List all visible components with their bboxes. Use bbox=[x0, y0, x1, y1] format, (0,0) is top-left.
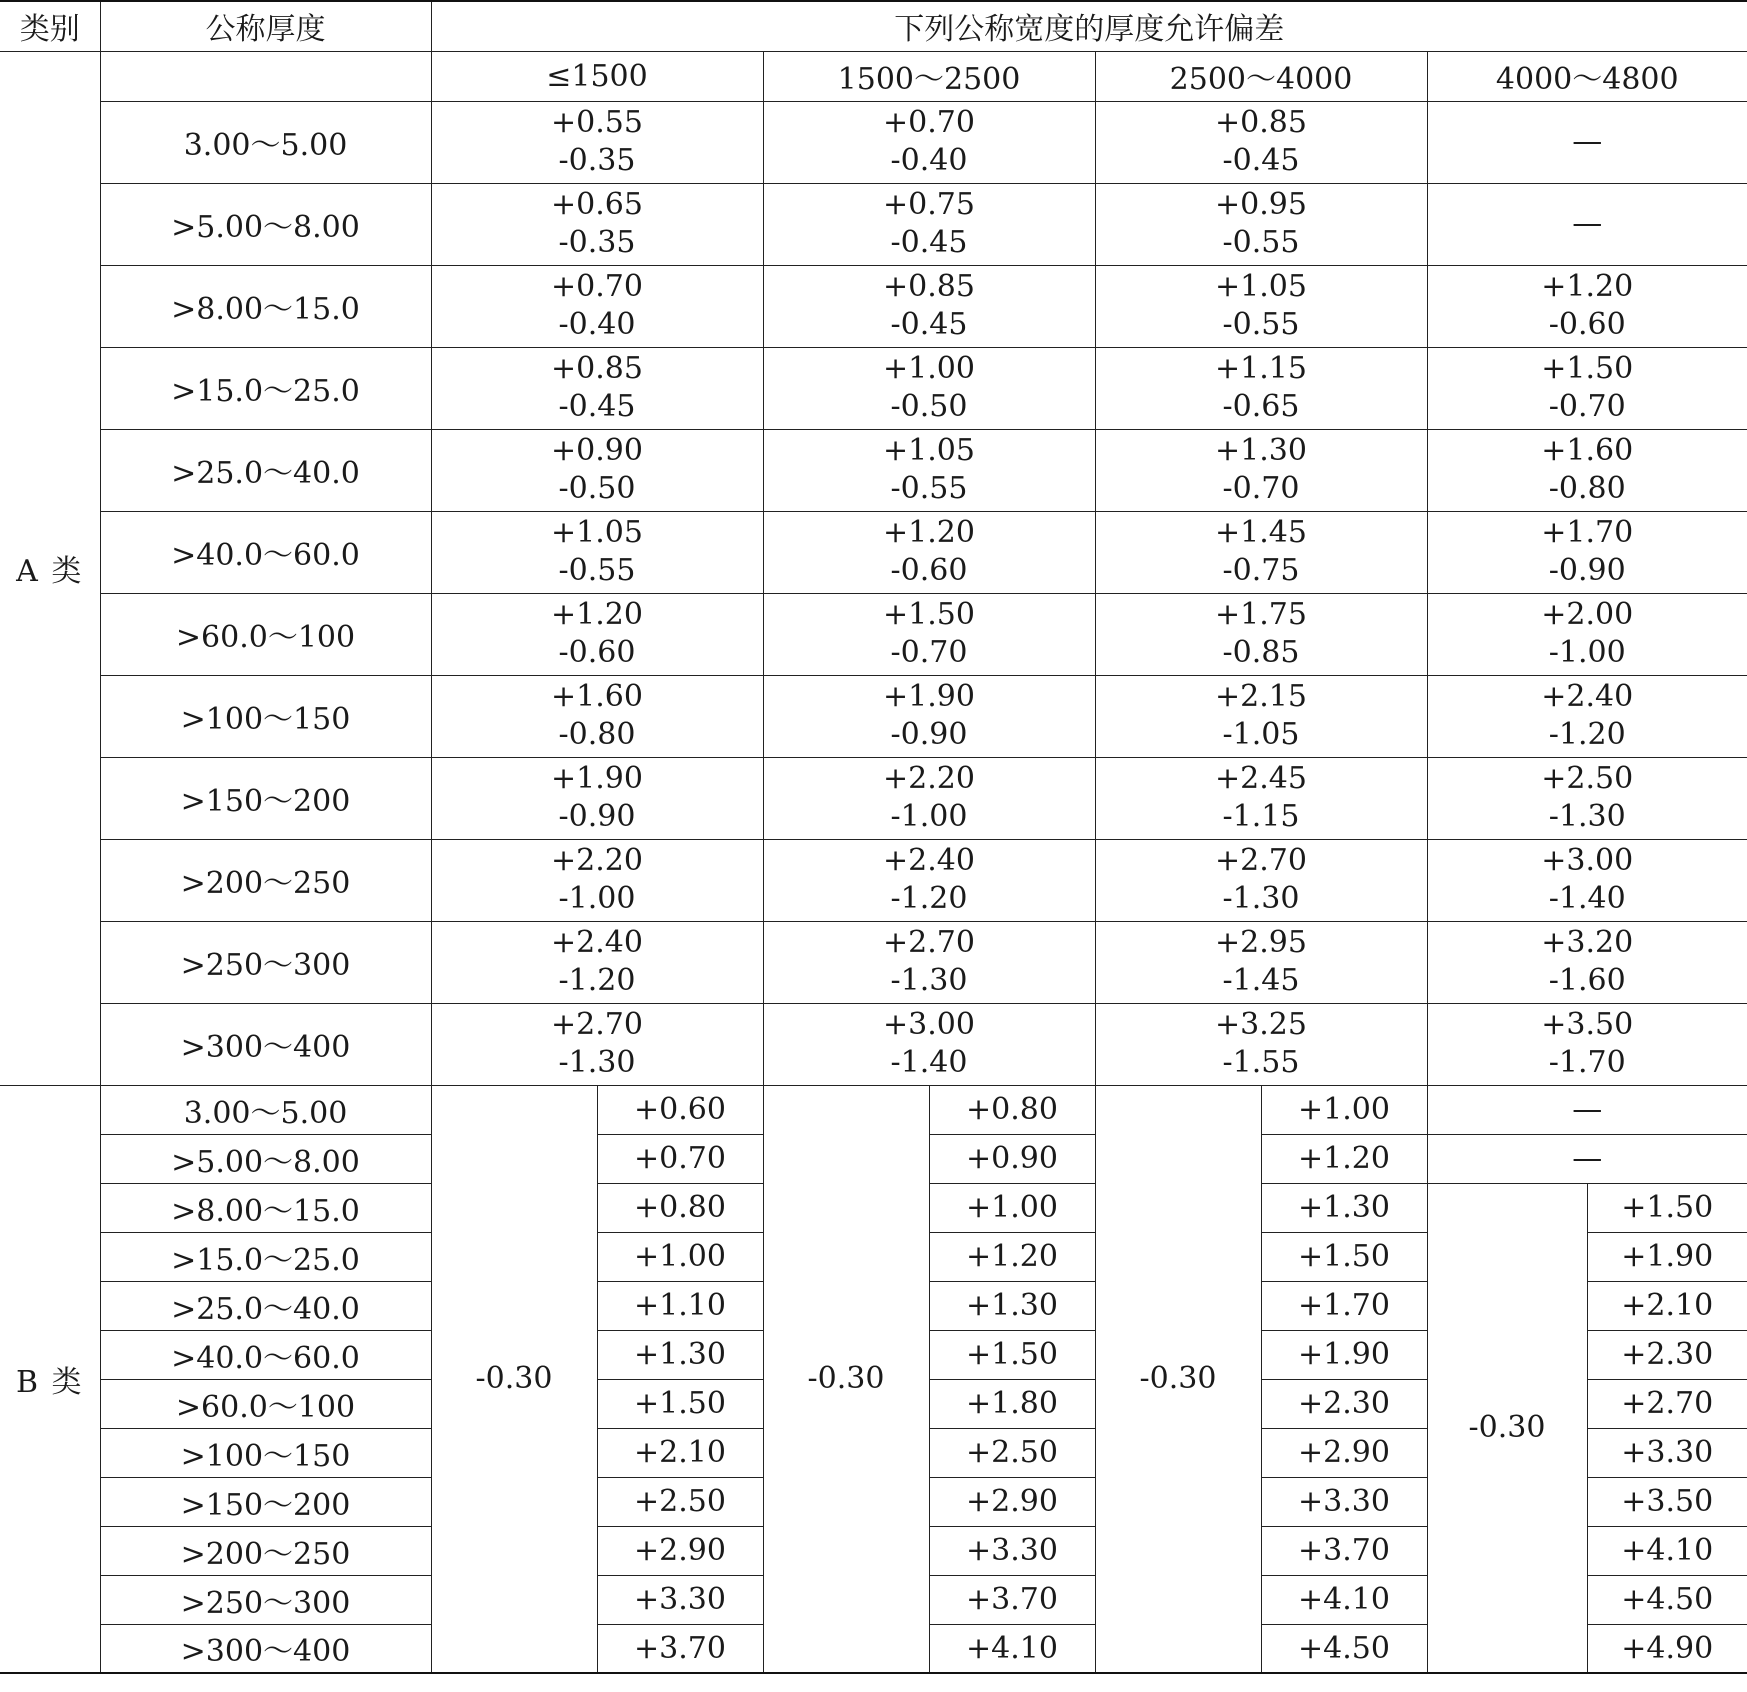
lower-tolerance-merged: -0.30 bbox=[1427, 1183, 1587, 1673]
upper-tolerance: +1.30 bbox=[1261, 1183, 1427, 1232]
tolerance-cell bbox=[1095, 429, 1427, 511]
tolerance-cell bbox=[763, 839, 1095, 921]
upper-tolerance: +1.00 bbox=[597, 1232, 763, 1281]
thickness-cell: >250～300 bbox=[100, 1575, 431, 1624]
lower-tolerance: -0.40 bbox=[890, 143, 968, 178]
header-tolerance-title: 下列公称宽度的厚度允许偏差 bbox=[431, 1, 1747, 51]
upper-tolerance: +0.80 bbox=[929, 1085, 1095, 1134]
thickness-cell: >60.0～100 bbox=[100, 593, 431, 675]
lower-tolerance: -0.55 bbox=[558, 553, 636, 588]
upper-tolerance: +2.00 bbox=[1541, 597, 1634, 632]
upper-tolerance: +0.85 bbox=[551, 351, 643, 386]
tolerance-cell bbox=[763, 1003, 1095, 1085]
upper-tolerance: +1.90 bbox=[551, 761, 643, 796]
tolerance-cell bbox=[763, 183, 1095, 265]
upper-tolerance: +2.50 bbox=[1541, 761, 1634, 796]
thickness-cell: >100～150 bbox=[100, 1428, 431, 1477]
lower-tolerance: -1.60 bbox=[1548, 963, 1626, 998]
tolerance-cell bbox=[431, 839, 763, 921]
lower-tolerance: -1.40 bbox=[890, 1045, 968, 1080]
thickness-cell: 3.00～5.00 bbox=[100, 1085, 431, 1134]
upper-tolerance: +0.90 bbox=[929, 1134, 1095, 1183]
upper-tolerance: +1.20 bbox=[1541, 269, 1634, 304]
table-row bbox=[0, 511, 1747, 593]
thickness-cell: >8.00～15.0 bbox=[100, 265, 431, 347]
lower-tolerance: -1.00 bbox=[558, 881, 636, 916]
lower-tolerance: -0.45 bbox=[890, 307, 968, 342]
table-row bbox=[0, 757, 1747, 839]
upper-tolerance: +1.10 bbox=[597, 1281, 763, 1330]
tolerance-cell bbox=[431, 265, 763, 347]
lower-tolerance: -0.60 bbox=[1548, 307, 1626, 342]
lower-tolerance: -0.80 bbox=[1548, 471, 1626, 506]
thickness-cell: >150～200 bbox=[100, 757, 431, 839]
upper-tolerance: +1.05 bbox=[551, 515, 643, 550]
tolerance-cell bbox=[763, 265, 1095, 347]
tolerance-cell bbox=[1095, 757, 1427, 839]
thickness-cell: >300～400 bbox=[100, 1624, 431, 1673]
upper-tolerance: +2.10 bbox=[1587, 1281, 1747, 1330]
tolerance-cell bbox=[1095, 921, 1427, 1003]
header-width-0: ≤1500 bbox=[431, 51, 763, 101]
tolerance-cell bbox=[1095, 101, 1427, 183]
lower-tolerance: -1.20 bbox=[890, 881, 968, 916]
lower-tolerance: -1.20 bbox=[1548, 717, 1626, 752]
upper-tolerance: +2.70 bbox=[1215, 843, 1307, 878]
upper-tolerance: +3.00 bbox=[1541, 843, 1634, 878]
table-row bbox=[0, 1003, 1747, 1085]
lower-tolerance: -0.80 bbox=[558, 717, 636, 752]
tolerance-cell bbox=[1095, 183, 1427, 265]
lower-tolerance: -1.55 bbox=[1222, 1045, 1300, 1080]
table-row bbox=[0, 593, 1747, 675]
lower-tolerance: -0.40 bbox=[558, 307, 636, 342]
upper-tolerance: +1.50 bbox=[1541, 351, 1634, 386]
header-width-2: 2500～4000 bbox=[1095, 51, 1427, 101]
upper-tolerance: +0.70 bbox=[883, 105, 975, 140]
upper-tolerance: +2.40 bbox=[551, 925, 643, 960]
lower-tolerance: -0.90 bbox=[558, 799, 636, 834]
dash-cell: — bbox=[1427, 1085, 1747, 1134]
tolerance-cell bbox=[431, 675, 763, 757]
upper-tolerance: +2.20 bbox=[551, 843, 643, 878]
lower-tolerance: -0.60 bbox=[558, 635, 636, 670]
upper-tolerance: +3.70 bbox=[1261, 1526, 1427, 1575]
lower-tolerance: -0.85 bbox=[1222, 635, 1300, 670]
upper-tolerance: — bbox=[1572, 124, 1603, 159]
lower-tolerance: -1.20 bbox=[558, 963, 636, 998]
upper-tolerance: +1.30 bbox=[597, 1330, 763, 1379]
upper-tolerance: +1.50 bbox=[1261, 1232, 1427, 1281]
lower-tolerance: -1.00 bbox=[1548, 635, 1626, 670]
upper-tolerance: +0.60 bbox=[597, 1085, 763, 1134]
class-a-label: A 类 bbox=[0, 51, 100, 1085]
lower-tolerance: -0.45 bbox=[558, 389, 636, 424]
header-empty-cell bbox=[100, 51, 431, 101]
upper-tolerance: +2.70 bbox=[551, 1007, 643, 1042]
upper-tolerance: — bbox=[1572, 206, 1603, 241]
tolerance-cell bbox=[431, 429, 763, 511]
thickness-cell: >15.0～25.0 bbox=[100, 1232, 431, 1281]
lower-tolerance: -1.30 bbox=[558, 1045, 636, 1080]
lower-tolerance: -1.40 bbox=[1548, 881, 1626, 916]
tolerance-cell bbox=[763, 429, 1095, 511]
dash-cell: — bbox=[1427, 1134, 1747, 1183]
lower-tolerance: -0.55 bbox=[1222, 307, 1300, 342]
lower-tolerance-merged: -0.30 bbox=[763, 1085, 929, 1673]
upper-tolerance: +0.70 bbox=[597, 1134, 763, 1183]
tolerance-cell bbox=[1427, 593, 1747, 675]
header-row-1 bbox=[0, 1, 1747, 51]
tolerance-cell bbox=[1427, 839, 1747, 921]
lower-tolerance-merged: -0.30 bbox=[431, 1085, 597, 1673]
tolerance-cell bbox=[1427, 511, 1747, 593]
table-row bbox=[0, 675, 1747, 757]
thickness-cell: >5.00～8.00 bbox=[100, 1134, 431, 1183]
upper-tolerance: +1.50 bbox=[1587, 1183, 1747, 1232]
upper-tolerance: +4.50 bbox=[1261, 1624, 1427, 1673]
header-width-3: 4000～4800 bbox=[1427, 51, 1747, 101]
tolerance-cell bbox=[1427, 757, 1747, 839]
table-row bbox=[0, 347, 1747, 429]
thickness-cell: >60.0～100 bbox=[100, 1379, 431, 1428]
lower-tolerance: -0.50 bbox=[558, 471, 636, 506]
thickness-cell: >5.00～8.00 bbox=[100, 183, 431, 265]
table-row bbox=[0, 839, 1747, 921]
upper-tolerance: +2.70 bbox=[1587, 1379, 1747, 1428]
upper-tolerance: +2.30 bbox=[1587, 1330, 1747, 1379]
lower-tolerance: -1.30 bbox=[1222, 881, 1300, 916]
tolerance-cell bbox=[1095, 593, 1427, 675]
lower-tolerance: -0.35 bbox=[558, 143, 636, 178]
header-nominal-thickness: 公称厚度 bbox=[100, 1, 431, 51]
upper-tolerance: +2.50 bbox=[929, 1428, 1095, 1477]
tolerance-cell bbox=[431, 101, 763, 183]
lower-tolerance: -0.55 bbox=[1222, 225, 1300, 260]
tolerance-cell bbox=[1427, 675, 1747, 757]
upper-tolerance: +2.90 bbox=[597, 1526, 763, 1575]
upper-tolerance: +0.85 bbox=[1215, 105, 1307, 140]
upper-tolerance: +2.20 bbox=[883, 761, 975, 796]
thickness-cell: >150～200 bbox=[100, 1477, 431, 1526]
lower-tolerance: -0.70 bbox=[1222, 471, 1300, 506]
lower-tolerance: -0.75 bbox=[1222, 553, 1300, 588]
upper-tolerance: +2.70 bbox=[883, 925, 975, 960]
lower-tolerance: -1.15 bbox=[1222, 799, 1300, 834]
table-row bbox=[0, 921, 1747, 1003]
upper-tolerance: +1.05 bbox=[1215, 269, 1307, 304]
table-row bbox=[0, 429, 1747, 511]
thickness-cell: >15.0～25.0 bbox=[100, 347, 431, 429]
lower-tolerance-merged: -0.30 bbox=[1095, 1085, 1261, 1673]
lower-tolerance: -0.70 bbox=[890, 635, 968, 670]
tolerance-cell bbox=[431, 593, 763, 675]
tolerance-cell bbox=[1095, 1003, 1427, 1085]
upper-tolerance: +2.90 bbox=[929, 1477, 1095, 1526]
upper-tolerance: +3.25 bbox=[1215, 1007, 1307, 1042]
tolerance-cell bbox=[1095, 675, 1427, 757]
tolerance-cell bbox=[763, 921, 1095, 1003]
lower-tolerance: -0.35 bbox=[558, 225, 636, 260]
upper-tolerance: +1.90 bbox=[1587, 1232, 1747, 1281]
lower-tolerance: -0.50 bbox=[890, 389, 968, 424]
tolerance-cell bbox=[1095, 265, 1427, 347]
thickness-cell: >40.0～60.0 bbox=[100, 511, 431, 593]
upper-tolerance: +3.50 bbox=[1587, 1477, 1747, 1526]
upper-tolerance: +0.90 bbox=[551, 433, 643, 468]
upper-tolerance: +0.95 bbox=[1215, 187, 1307, 222]
thickness-cell: >40.0～60.0 bbox=[100, 1330, 431, 1379]
upper-tolerance: +1.60 bbox=[551, 679, 643, 714]
lower-tolerance: -1.45 bbox=[1222, 963, 1300, 998]
upper-tolerance: +4.10 bbox=[929, 1624, 1095, 1673]
upper-tolerance: +3.70 bbox=[597, 1624, 763, 1673]
tolerance-cell bbox=[1427, 347, 1747, 429]
upper-tolerance: +0.70 bbox=[551, 269, 643, 304]
tolerance-cell bbox=[431, 183, 763, 265]
upper-tolerance: +1.00 bbox=[883, 351, 975, 386]
lower-tolerance: -1.30 bbox=[890, 963, 968, 998]
lower-tolerance: -0.45 bbox=[890, 225, 968, 260]
upper-tolerance: +1.50 bbox=[597, 1379, 763, 1428]
upper-tolerance: +1.70 bbox=[1261, 1281, 1427, 1330]
upper-tolerance: +1.20 bbox=[551, 597, 643, 632]
table-row bbox=[0, 101, 1747, 183]
thickness-cell: 3.00～5.00 bbox=[100, 101, 431, 183]
upper-tolerance: +3.20 bbox=[1541, 925, 1634, 960]
upper-tolerance: +4.10 bbox=[1261, 1575, 1427, 1624]
upper-tolerance: +2.90 bbox=[1261, 1428, 1427, 1477]
tolerance-cell bbox=[763, 511, 1095, 593]
upper-tolerance: +2.50 bbox=[597, 1477, 763, 1526]
lower-tolerance: -0.70 bbox=[1548, 389, 1626, 424]
upper-tolerance: +2.45 bbox=[1215, 761, 1307, 796]
thickness-cell: >200～250 bbox=[100, 839, 431, 921]
thickness-cell: >250～300 bbox=[100, 921, 431, 1003]
tolerance-cell bbox=[431, 757, 763, 839]
upper-tolerance: +1.30 bbox=[929, 1281, 1095, 1330]
thickness-cell: >8.00～15.0 bbox=[100, 1183, 431, 1232]
upper-tolerance: +3.30 bbox=[1587, 1428, 1747, 1477]
lower-tolerance: -1.05 bbox=[1222, 717, 1300, 752]
upper-tolerance: +4.90 bbox=[1587, 1624, 1747, 1673]
table-row bbox=[0, 183, 1747, 265]
tolerance-cell bbox=[431, 921, 763, 1003]
upper-tolerance: +3.30 bbox=[929, 1526, 1095, 1575]
lower-tolerance: -1.30 bbox=[1548, 799, 1626, 834]
lower-tolerance: -0.60 bbox=[890, 553, 968, 588]
upper-tolerance: +1.45 bbox=[1215, 515, 1307, 550]
upper-tolerance: +1.00 bbox=[929, 1183, 1095, 1232]
tolerance-cell bbox=[1427, 265, 1747, 347]
upper-tolerance: +0.55 bbox=[551, 105, 643, 140]
tolerance-cell bbox=[1427, 101, 1747, 183]
upper-tolerance: +1.20 bbox=[883, 515, 975, 550]
tolerance-cell bbox=[1427, 429, 1747, 511]
upper-tolerance: +1.70 bbox=[1541, 515, 1634, 550]
upper-tolerance: +4.50 bbox=[1587, 1575, 1747, 1624]
upper-tolerance: +0.85 bbox=[883, 269, 975, 304]
upper-tolerance: +1.60 bbox=[1541, 433, 1634, 468]
upper-tolerance: +3.50 bbox=[1541, 1007, 1634, 1042]
lower-tolerance: -0.90 bbox=[1548, 553, 1626, 588]
lower-tolerance: -0.45 bbox=[1222, 143, 1300, 178]
upper-tolerance: +2.15 bbox=[1215, 679, 1307, 714]
upper-tolerance: +1.50 bbox=[929, 1330, 1095, 1379]
upper-tolerance: +0.80 bbox=[597, 1183, 763, 1232]
thickness-cell: >25.0～40.0 bbox=[100, 429, 431, 511]
tolerance-cell bbox=[763, 347, 1095, 429]
lower-tolerance: -1.70 bbox=[1548, 1045, 1626, 1080]
thickness-cell: >200～250 bbox=[100, 1526, 431, 1575]
tolerance-cell bbox=[1427, 921, 1747, 1003]
upper-tolerance: +1.75 bbox=[1215, 597, 1307, 632]
upper-tolerance: +1.90 bbox=[1261, 1330, 1427, 1379]
upper-tolerance: +4.10 bbox=[1587, 1526, 1747, 1575]
upper-tolerance: +3.30 bbox=[1261, 1477, 1427, 1526]
upper-tolerance: +1.30 bbox=[1215, 433, 1307, 468]
class-b-label: B 类 bbox=[0, 1085, 100, 1673]
thickness-cell: >100～150 bbox=[100, 675, 431, 757]
upper-tolerance: +1.90 bbox=[883, 679, 975, 714]
upper-tolerance: +3.30 bbox=[597, 1575, 763, 1624]
upper-tolerance: +0.65 bbox=[551, 187, 643, 222]
tolerance-cell bbox=[431, 1003, 763, 1085]
table-row bbox=[0, 1085, 1747, 1134]
header-width-1: 1500～2500 bbox=[763, 51, 1095, 101]
lower-tolerance: -0.55 bbox=[890, 471, 968, 506]
tolerance-cell bbox=[1095, 511, 1427, 593]
upper-tolerance: +1.20 bbox=[1261, 1134, 1427, 1183]
thickness-cell: >25.0～40.0 bbox=[100, 1281, 431, 1330]
tolerance-cell bbox=[763, 757, 1095, 839]
tolerance-cell bbox=[431, 347, 763, 429]
upper-tolerance: +1.05 bbox=[883, 433, 975, 468]
tolerance-cell bbox=[763, 675, 1095, 757]
upper-tolerance: +3.00 bbox=[883, 1007, 975, 1042]
tolerance-cell bbox=[431, 511, 763, 593]
thickness-cell: >300～400 bbox=[100, 1003, 431, 1085]
lower-tolerance: -0.65 bbox=[1222, 389, 1300, 424]
upper-tolerance: +2.10 bbox=[597, 1428, 763, 1477]
header-row-2 bbox=[0, 51, 1747, 101]
upper-tolerance: +1.20 bbox=[929, 1232, 1095, 1281]
upper-tolerance: +2.95 bbox=[1215, 925, 1307, 960]
upper-tolerance: +1.50 bbox=[883, 597, 975, 632]
header-category: 类别 bbox=[0, 1, 100, 51]
lower-tolerance: -0.90 bbox=[890, 717, 968, 752]
upper-tolerance: +1.80 bbox=[929, 1379, 1095, 1428]
upper-tolerance: +2.40 bbox=[1541, 679, 1634, 714]
tolerance-cell bbox=[1095, 347, 1427, 429]
table-row bbox=[0, 265, 1747, 347]
tolerance-cell bbox=[1427, 1003, 1747, 1085]
lower-tolerance: -1.00 bbox=[890, 799, 968, 834]
upper-tolerance: +3.70 bbox=[929, 1575, 1095, 1624]
upper-tolerance: +2.40 bbox=[883, 843, 975, 878]
upper-tolerance: +1.00 bbox=[1261, 1085, 1427, 1134]
tolerance-cell bbox=[1427, 183, 1747, 265]
tolerance-cell bbox=[763, 101, 1095, 183]
upper-tolerance: +0.75 bbox=[883, 187, 975, 222]
upper-tolerance: +2.30 bbox=[1261, 1379, 1427, 1428]
tolerance-cell bbox=[1095, 839, 1427, 921]
tolerance-cell bbox=[763, 593, 1095, 675]
upper-tolerance: +1.15 bbox=[1215, 351, 1307, 386]
